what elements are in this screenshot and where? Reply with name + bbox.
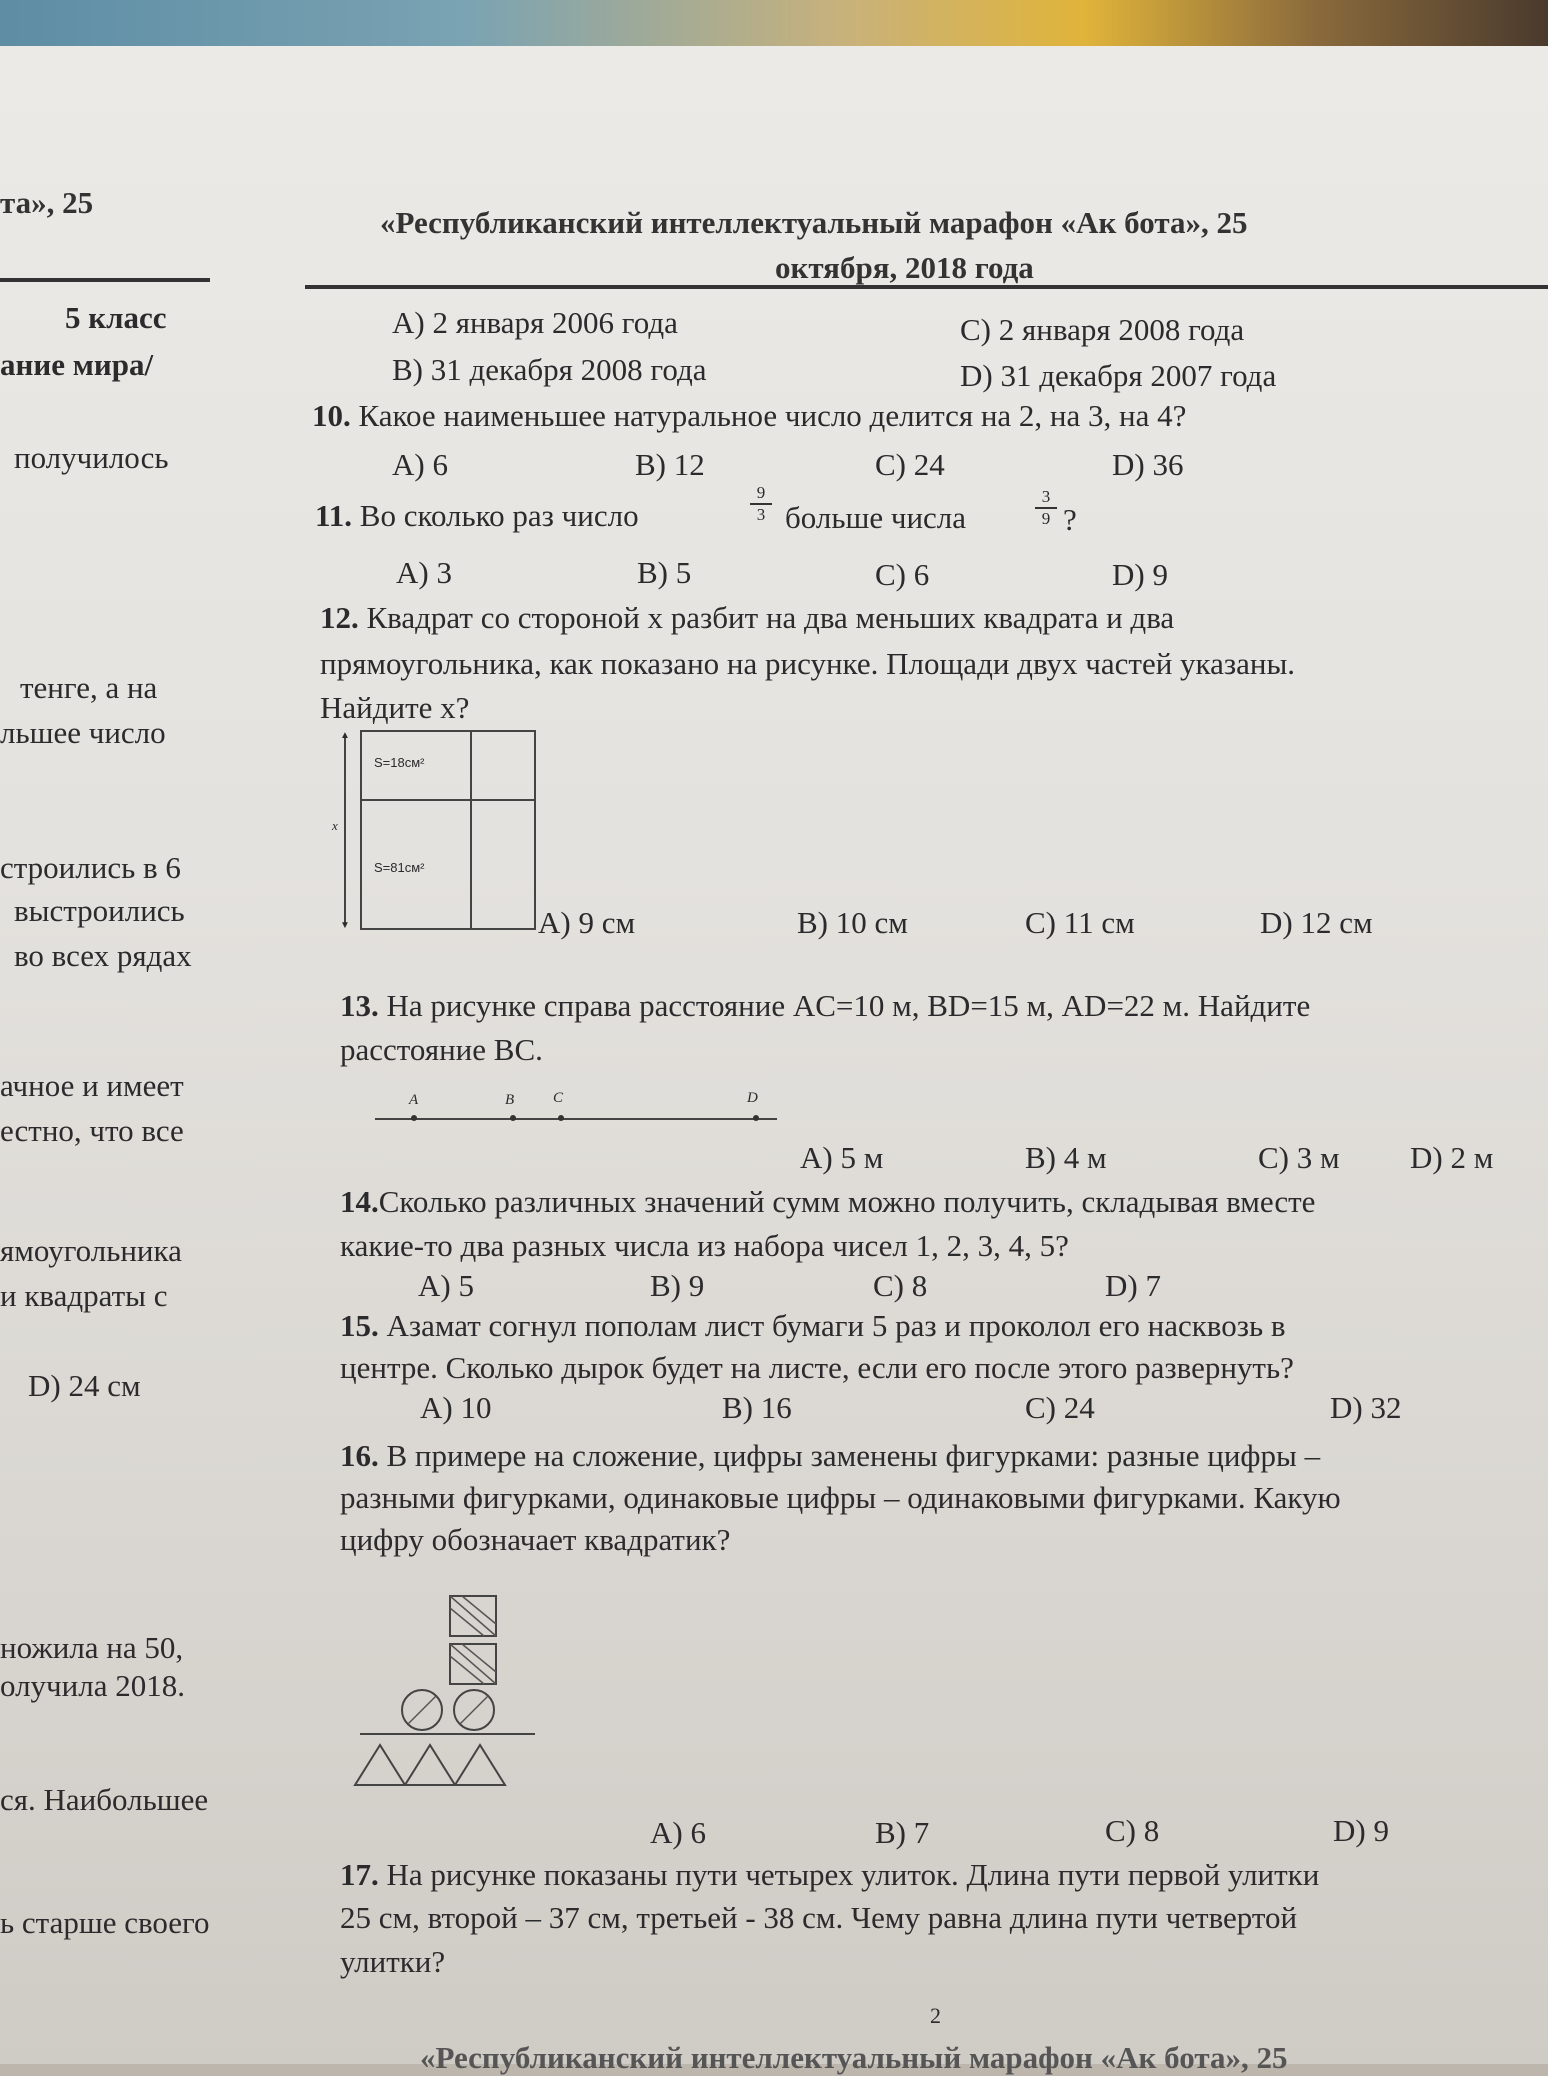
vertical-divider — [470, 730, 472, 930]
question-text: Квадрат со стороной x разбит на два меньших квадрата и два — [366, 600, 1175, 635]
question-12-line2: прямоугольника, как показано на рисунке. Площади двух частей указаны. — [320, 646, 1296, 681]
square-figure — [332, 730, 542, 935]
fraction-3-9 — [1035, 488, 1057, 528]
left-fragment: и квадраты с — [0, 1278, 168, 1313]
question-15-line2: центре. Сколько дырок будет на листе, если его после этого развернуть? — [340, 1350, 1294, 1385]
q14-option-d: D) 7 — [1105, 1268, 1161, 1303]
circle-icon — [402, 1690, 442, 1730]
left-fragment-subject: ание мира/ — [0, 347, 154, 382]
question-17-line1 — [340, 1857, 1319, 1893]
question-14-line2: какие-то два разных числа из набора чисел 1, 2, 3, 4, 5? — [340, 1228, 1069, 1263]
left-fragment: льшее число — [0, 715, 166, 750]
left-fragment: ямоугольника — [0, 1233, 182, 1268]
number-line-figure — [375, 1090, 785, 1126]
q13-option-d: D) 2 м — [1410, 1140, 1494, 1175]
arrow-up-icon: ▲ — [340, 730, 350, 741]
q14-option-c: C) 8 — [873, 1268, 928, 1303]
question-number: 15. — [340, 1308, 379, 1343]
question-text: Азамат согнул пополам лист бумаги 5 раз и проколол его насквозь в — [386, 1308, 1286, 1343]
q16-option-c: C) 8 — [1105, 1813, 1160, 1848]
q14-option-b: B) 9 — [650, 1268, 705, 1303]
point-a-dot — [411, 1115, 417, 1121]
side-arrow — [344, 734, 346, 924]
q15-option-a: A) 10 — [420, 1390, 492, 1425]
question-text: На рисунке показаны пути четырех улиток. Длина пути первой улитки — [386, 1857, 1320, 1892]
fraction-denominator: 9 — [1041, 509, 1051, 528]
square-icon — [450, 1596, 496, 1636]
point-b-dot — [510, 1115, 516, 1121]
header-rule — [305, 285, 1548, 289]
q16-option-a: A) 6 — [650, 1815, 706, 1850]
question-number: 10. — [312, 398, 351, 433]
question-13-line2: расстояние BC. — [340, 1032, 543, 1067]
header-title-line1: «Республиканский интеллектуальный марафон «Ак бота», 25 — [380, 205, 1248, 240]
question-16-line2: разными фигурками, одинаковые цифры – одинаковыми фигурками. Какую — [340, 1480, 1341, 1515]
question-10 — [312, 398, 1186, 434]
left-fragment: естно, что все — [0, 1113, 184, 1148]
point-a-label: A — [409, 1092, 419, 1108]
question-number: 14. — [340, 1184, 379, 1219]
page-number: 2 — [930, 2003, 941, 2028]
side-label-x: x — [332, 818, 338, 833]
question-number: 17. — [340, 1857, 379, 1892]
q9-option-a: A) 2 января 2006 года — [392, 305, 678, 340]
q16-option-d: D) 9 — [1333, 1813, 1389, 1848]
point-d-label: D — [747, 1090, 758, 1106]
q10-option-a: A) 6 — [392, 447, 448, 482]
question-13-line1 — [340, 988, 1310, 1024]
question-text: В примере на сложение, цифры заменены фигурками: разные цифры – — [386, 1438, 1321, 1473]
triangle-icon — [405, 1745, 455, 1785]
point-c-dot — [558, 1115, 564, 1121]
document-page — [0, 46, 1548, 2064]
fraction-numerator: 3 — [1041, 487, 1051, 506]
question-text: Во сколько раз число — [359, 498, 639, 533]
left-fragment: ачное и имеет — [0, 1068, 184, 1103]
left-header-rule — [0, 278, 210, 282]
question-text: Сколько различных значений сумм можно получить, складывая вместе — [378, 1184, 1316, 1219]
question-number: 12. — [320, 600, 359, 635]
question-16-line3: цифру обозначает квадратик? — [340, 1522, 731, 1557]
left-fragment: ся. Наибольшее — [0, 1782, 209, 1817]
left-fragment: во всех рядах — [14, 938, 192, 973]
left-fragment: выстроились — [14, 893, 185, 928]
q15-option-d: D) 32 — [1330, 1390, 1402, 1425]
q15-option-c: C) 24 — [1025, 1390, 1095, 1425]
left-fragment: тенге, а на — [20, 670, 158, 705]
q13-option-b: B) 4 м — [1025, 1140, 1107, 1175]
q9-option-d: D) 31 декабря 2007 года — [960, 358, 1277, 393]
question-11-part2: больше числа — [785, 500, 967, 535]
left-fragment: ножила на 50, — [0, 1630, 184, 1665]
question-number: 11. — [315, 498, 353, 533]
fraction-9-3 — [750, 484, 772, 524]
left-fragment: строились в 6 — [0, 850, 181, 885]
point-c-label: C — [553, 1090, 564, 1106]
question-number: 16. — [340, 1438, 379, 1473]
question-12-line3: Найдите x? — [320, 690, 470, 725]
left-header-fragment: та», 25 — [0, 185, 94, 220]
q12-option-b: B) 10 см — [797, 905, 908, 940]
number-line — [375, 1118, 777, 1120]
q11-option-a: A) 3 — [396, 555, 452, 590]
question-16-line1 — [340, 1438, 1320, 1474]
q9-option-c: C) 2 января 2008 года — [960, 312, 1245, 347]
question-15-line1 — [340, 1308, 1285, 1344]
q16-option-b: B) 7 — [875, 1815, 930, 1850]
q11-option-d: D) 9 — [1112, 557, 1168, 592]
shape-addition-figure — [350, 1590, 540, 1810]
q15-option-b: B) 16 — [722, 1390, 792, 1425]
left-fragment: ь старше своего — [0, 1905, 210, 1940]
left-fragment: олучила 2018. — [0, 1668, 185, 1703]
triangle-icon — [355, 1745, 405, 1785]
question-17-line2: 25 см, второй – 37 см, третьей - 38 см. Чему равна длина пути четвертой — [340, 1900, 1298, 1935]
question-11-mark: ? — [1063, 502, 1077, 537]
question-12-line1 — [320, 600, 1174, 636]
q12-option-c: C) 11 см — [1025, 905, 1135, 940]
q11-option-c: C) 6 — [875, 557, 930, 592]
triangle-icon — [455, 1745, 505, 1785]
question-text: Какое наименьшее натуральное число делится на 2, на 3, на 4? — [358, 398, 1187, 433]
q12-option-d: D) 12 см — [1260, 905, 1373, 940]
horizontal-divider — [360, 799, 536, 801]
q14-option-a: A) 5 — [418, 1268, 474, 1303]
left-fragment: D) 24 см — [28, 1368, 141, 1403]
header-title-line2: октября, 2018 года — [775, 250, 1034, 285]
point-d-dot — [753, 1115, 759, 1121]
area-label-bottom: S=81см² — [374, 860, 425, 875]
circle-icon — [454, 1690, 494, 1730]
question-11-part1 — [315, 498, 639, 534]
q12-option-a: A) 9 см — [538, 905, 636, 940]
question-number: 13. — [340, 988, 379, 1023]
question-14-line1 — [340, 1184, 1315, 1220]
question-text: На рисунке справа расстояние AC=10 м, BD=15 м, AD=22 м. Найдите — [386, 988, 1311, 1023]
arrow-down-icon: ▼ — [340, 920, 350, 931]
question-17-line3: улитки? — [340, 1944, 446, 1979]
q10-option-b: B) 12 — [635, 447, 705, 482]
q9-option-b: B) 31 декабря 2008 года — [392, 352, 707, 387]
q13-option-c: C) 3 м — [1258, 1140, 1340, 1175]
q13-option-a: A) 5 м — [800, 1140, 884, 1175]
area-label-top: S=18см² — [374, 755, 425, 770]
fraction-numerator: 9 — [756, 483, 766, 502]
next-page-header-fragment: «Республиканский интеллектуальный марафон «Ак бота», 25 — [420, 2040, 1288, 2075]
q10-option-d: D) 36 — [1112, 447, 1184, 482]
left-fragment: получилось — [14, 440, 169, 475]
fraction-denominator: 3 — [756, 505, 766, 524]
q10-option-c: C) 24 — [875, 447, 945, 482]
square-icon — [450, 1644, 496, 1684]
point-b-label: B — [505, 1092, 515, 1108]
left-fragment-grade: 5 класс — [65, 300, 167, 335]
q11-option-b: B) 5 — [637, 555, 692, 590]
